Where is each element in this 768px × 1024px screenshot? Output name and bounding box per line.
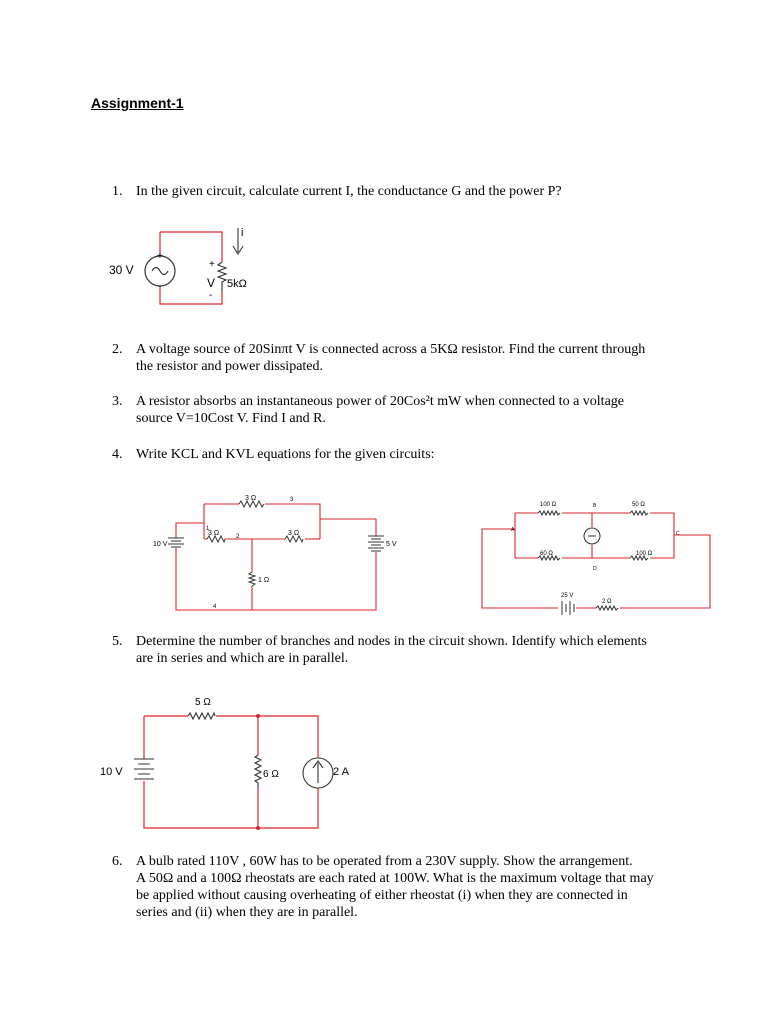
source-label: 10 V [153, 541, 168, 548]
question-number: 5. [112, 634, 123, 649]
node-label: B [593, 503, 597, 509]
question-number: 1. [112, 184, 123, 199]
question-text: In the given circuit, calculate current I, the conductance G and the power P? [136, 184, 562, 199]
circuit-diagram-3 [480, 495, 715, 615]
node-label: C [676, 531, 680, 537]
node-label: 4 [213, 604, 217, 610]
resistor-label: 100 Ω [540, 502, 557, 508]
node-label: D [593, 566, 597, 572]
resistor-icon [538, 511, 560, 515]
circuit-diagram-1 [105, 222, 275, 312]
resistor-label: 6 Ω [263, 769, 279, 780]
resistor-label: 5 Ω [195, 697, 211, 708]
question-text: A bulb rated 110V , 60W has to be operated from a 230V supply. Show the arrangement. A 50Ω and a 100Ω rheostats are each rated at 100W. What is the maximum voltage that may be applied without causing overheating of either rheostat (i) when they are connected in series and (ii) when they are in parallel. [136, 854, 654, 920]
question-text: A voltage source of 20Sinπt V is connected across a 5KΩ resistor. Find the current through the resistor and power dissipated. [136, 342, 646, 374]
battery-icon [368, 536, 384, 551]
resistor-icon [218, 262, 226, 292]
minus-label: - [209, 290, 213, 301]
resistor-icon [630, 511, 648, 515]
source-label: 10 V [100, 766, 123, 778]
resistor-label: 60 Ω [540, 551, 553, 557]
node-label: 2 [236, 534, 240, 540]
resistor-label: 1 Ω [258, 577, 270, 584]
battery-icon [134, 759, 154, 779]
question-text: Determine the number of branches and nodes in the circuit shown. Identify which elements are in series and which are in parallel. [136, 634, 647, 666]
resistor-icon [255, 755, 261, 789]
resistor-label: 3 Ω [288, 530, 300, 537]
circuit-diagram-4 [100, 695, 360, 835]
battery-icon [168, 538, 184, 547]
question-number: 6. [112, 854, 123, 869]
source-label: 30 V [109, 263, 134, 277]
plus-label: + [157, 251, 163, 262]
resistor-label: 2 Ω [602, 599, 612, 605]
minus-label: - [158, 281, 162, 292]
resistor-label: 100 Ω [636, 551, 653, 557]
node-label: 3 [290, 497, 294, 503]
resistor-icon [188, 713, 215, 719]
resistor-label: 3 Ω [208, 530, 220, 537]
question-number: 4. [112, 447, 123, 462]
circuit-diagram-2 [150, 490, 400, 615]
voltage-label: V [207, 276, 216, 290]
source-label: 25 V [561, 593, 574, 599]
source-label: 5 V [386, 541, 397, 548]
resistor-icon [596, 606, 618, 610]
resistor-icon [249, 572, 255, 586]
source-label: 2 A [333, 766, 349, 778]
battery-icon [562, 601, 574, 615]
wire [160, 232, 222, 262]
question-number: 3. [112, 394, 123, 409]
node-label: A [511, 527, 515, 533]
question-number: 2. [112, 342, 123, 357]
resistor-label: 3 Ω [245, 495, 257, 502]
plus-label: + [209, 259, 215, 270]
node-label: 1 [206, 526, 210, 532]
node-dot [256, 826, 260, 830]
question-text: A resistor absorbs an instantaneous power of 20Cos²t mW when connected to a voltage source V=10Cost V. Find I and R. [136, 394, 624, 426]
page-title: Assignment-1 [91, 95, 184, 111]
node-dot [256, 714, 260, 718]
resistor-label: 50 Ω [632, 502, 645, 508]
resistor-label: 5kΩ [227, 278, 247, 290]
question-text: Write KCL and KVL equations for the given circuits: [136, 447, 435, 462]
current-label: i [241, 227, 244, 239]
